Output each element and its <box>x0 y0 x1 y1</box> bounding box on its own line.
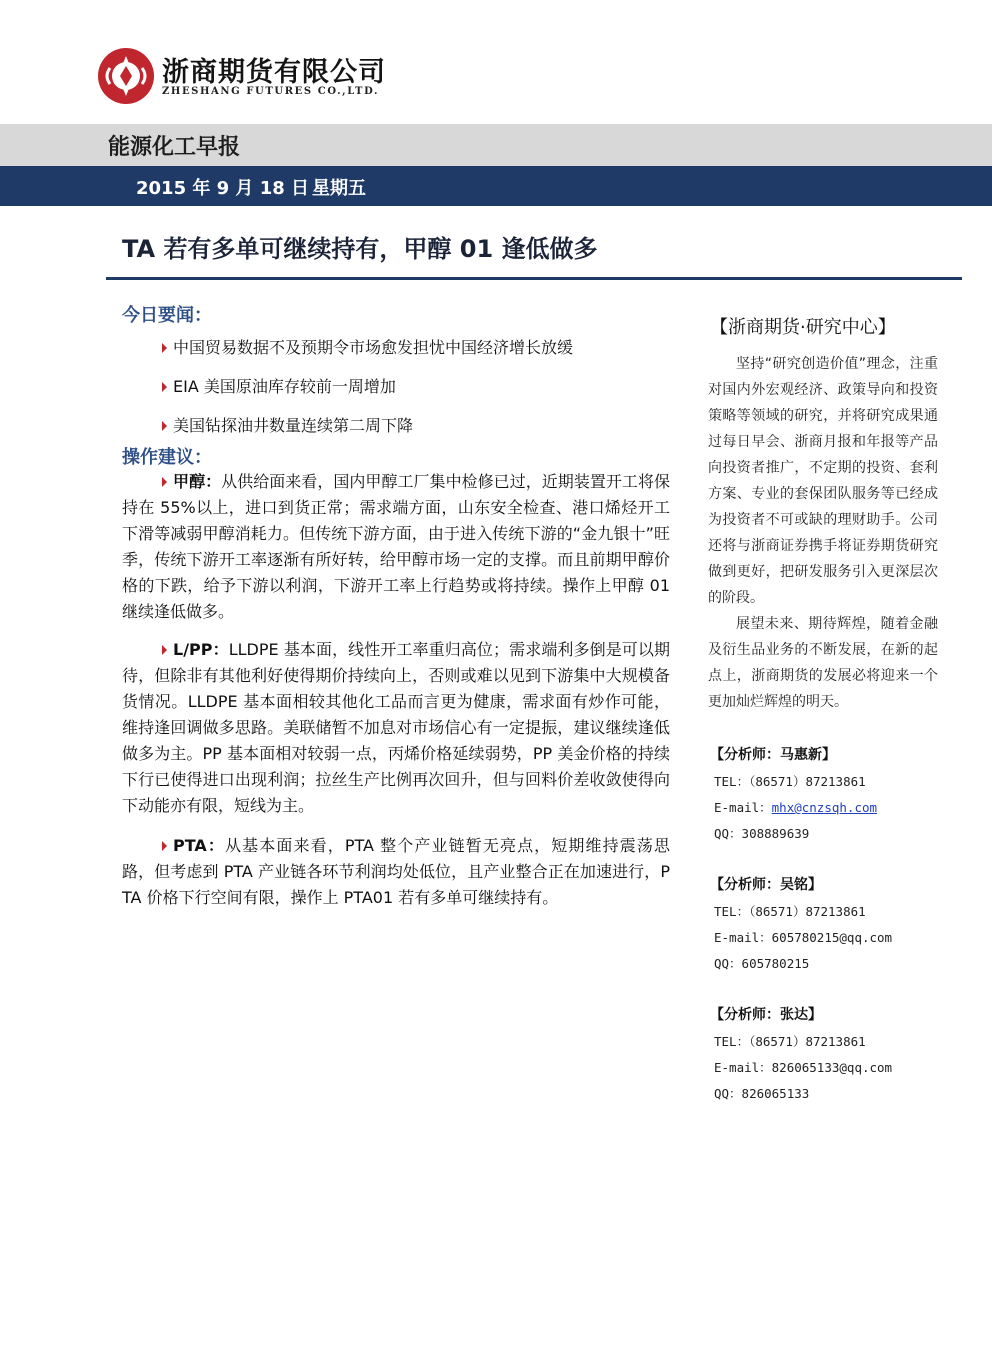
advice-heading: 操作建议： <box>122 447 212 468</box>
bullet-arrow-icon <box>162 343 167 353</box>
bullet-arrow-icon <box>162 382 167 392</box>
sidebar-outlook: 展望未来、期待辉煌，随着金融及衍生品业务的不断发展，在新的起点上，浙商期货的发展必将迎来一个更加灿烂辉煌的明天。 <box>708 616 938 710</box>
analyst-tel: TEL：（86571）87213861 <box>714 904 866 919</box>
analyst-tel: TEL：（86571）87213861 <box>714 774 866 789</box>
advice-text: 从基本面来看，PTA 整个产业链暂无亮点，短期维持震荡思路，但考虑到 PTA 产业链各环节利润均处低位，且产业整合正在加速进行，PTA 价格下行空间有限，操作上 PTA01 若有多单可继续持有。 <box>122 836 670 907</box>
analyst-title: 【分析师：吴铭】 <box>710 877 822 893</box>
advice-lead: PTA： <box>173 836 226 855</box>
news-item-text: 美国钻探油井数量连续第二周下降 <box>173 416 414 435</box>
bullet-arrow-icon <box>162 421 167 431</box>
analyst-email[interactable]: 605780215@qq.com <box>771 930 893 945</box>
news-item <box>162 335 573 358</box>
analyst-email-line <box>714 928 892 946</box>
report-headline: TA 若有多单可继续持有，甲醇 01 逢低做多 <box>122 235 598 263</box>
company-name-cn: 浙商期货有限公司 <box>162 57 386 88</box>
bullet-arrow-icon <box>162 645 167 655</box>
report-type: 能源化工早报 <box>108 135 241 160</box>
bullet-arrow-icon <box>162 477 167 487</box>
news-item <box>162 374 396 397</box>
advice-pta <box>122 833 670 911</box>
analyst-qq: QQ：308889639 <box>714 826 810 841</box>
email-label: E-mail： <box>714 1060 772 1075</box>
report-type-band <box>0 124 992 166</box>
analyst-email[interactable]: 826065133@qq.com <box>771 1060 893 1075</box>
advice-text: 从供给面来看，国内甲醇工厂集中检修已过，近期装置开工将保持在 55%以上，进口到货正常；需求端方面，山东安全检查、港口烯烃开工下滑等减弱甲醇消耗力。但传统下游方面，由于进入传统下游的“金九银十”旺季，传统下游开工率逐渐有所好转，给甲醇市场一定的支撑。而且前期甲醇价格的下跌，给予下游以利润，下游开工率上行趋势或将持续。操作上甲醇 01 继续逢低做多。 <box>122 472 670 621</box>
advice-lead: 甲醇： <box>173 472 222 491</box>
company-logo <box>96 46 156 106</box>
email-label: E-mail： <box>714 800 772 815</box>
advice-lpp <box>122 637 670 819</box>
report-weekday: 星期五 <box>312 178 366 199</box>
analyst-tel: TEL：（86571）87213861 <box>714 1034 866 1049</box>
title-divider <box>106 277 962 280</box>
analyst-qq: QQ：605780215 <box>714 956 810 971</box>
sidebar-title: 【浙商期货·研究中心】 <box>710 317 896 338</box>
bullet-arrow-icon <box>162 841 167 851</box>
advice-methanol <box>122 469 670 625</box>
analyst-title: 【分析师：张达】 <box>710 1007 822 1023</box>
date-band <box>0 166 992 206</box>
news-item-text: 中国贸易数据不及预期令市场愈发担忧中国经济增长放缓 <box>173 338 574 357</box>
analyst-title: 【分析师：马惠新】 <box>710 747 836 763</box>
sidebar-intro: 坚持“研究创造价值”理念，注重对国内外宏观经济、政策导向和投资策略等领域的研究，并将研究成果通过每日早会、浙商月报和年报等产品向投资者推广，不定期的投资、套利方案、专业的套保团队服务等已经成为投资者不可或缺的理财助手。公司还将与浙商证券携手将证券期货研究做到更好，把研发服务引入更深层次的阶段。 <box>708 356 938 606</box>
analyst-email-link[interactable]: mhx@cnzsqh.com <box>771 800 878 815</box>
advice-text: LLDPE 基本面，线性开工率重归高位；需求端利多倒是可以期待，但除非有其他利好使得期价持续向上，否则或难以见到下游集中大规模备货情况。LLDPE 基本面相较其他化工品而言更为健康，需求面有炒作可能，维持逢回调做多思路。美联储暂不加息对市场信心有一定提振，建议继续逢低做多为主。PP 基本面相对较弱一点，丙烯价格延续弱势，PP 美金价格的持续下行已使得进口出现利润；拉丝生产比例再次回升，但与回料价差收敛使得向下动能亦有限，短线为主。 <box>122 640 670 815</box>
email-label: E-mail： <box>714 930 772 945</box>
advice-lead: L/PP： <box>173 640 229 659</box>
analyst-email-line <box>714 798 877 816</box>
news-item <box>162 413 413 436</box>
report-date: 2015 年 9 月 18 日 <box>136 178 310 199</box>
news-item-text: EIA 美国原油库存较前一周增加 <box>173 377 396 396</box>
analyst-qq: QQ：826065133 <box>714 1086 810 1101</box>
company-name-en: ZHESHANG FUTURES CO.,LTD. <box>162 86 380 97</box>
analyst-email-line <box>714 1058 892 1076</box>
news-heading: 今日要闻： <box>122 305 212 326</box>
